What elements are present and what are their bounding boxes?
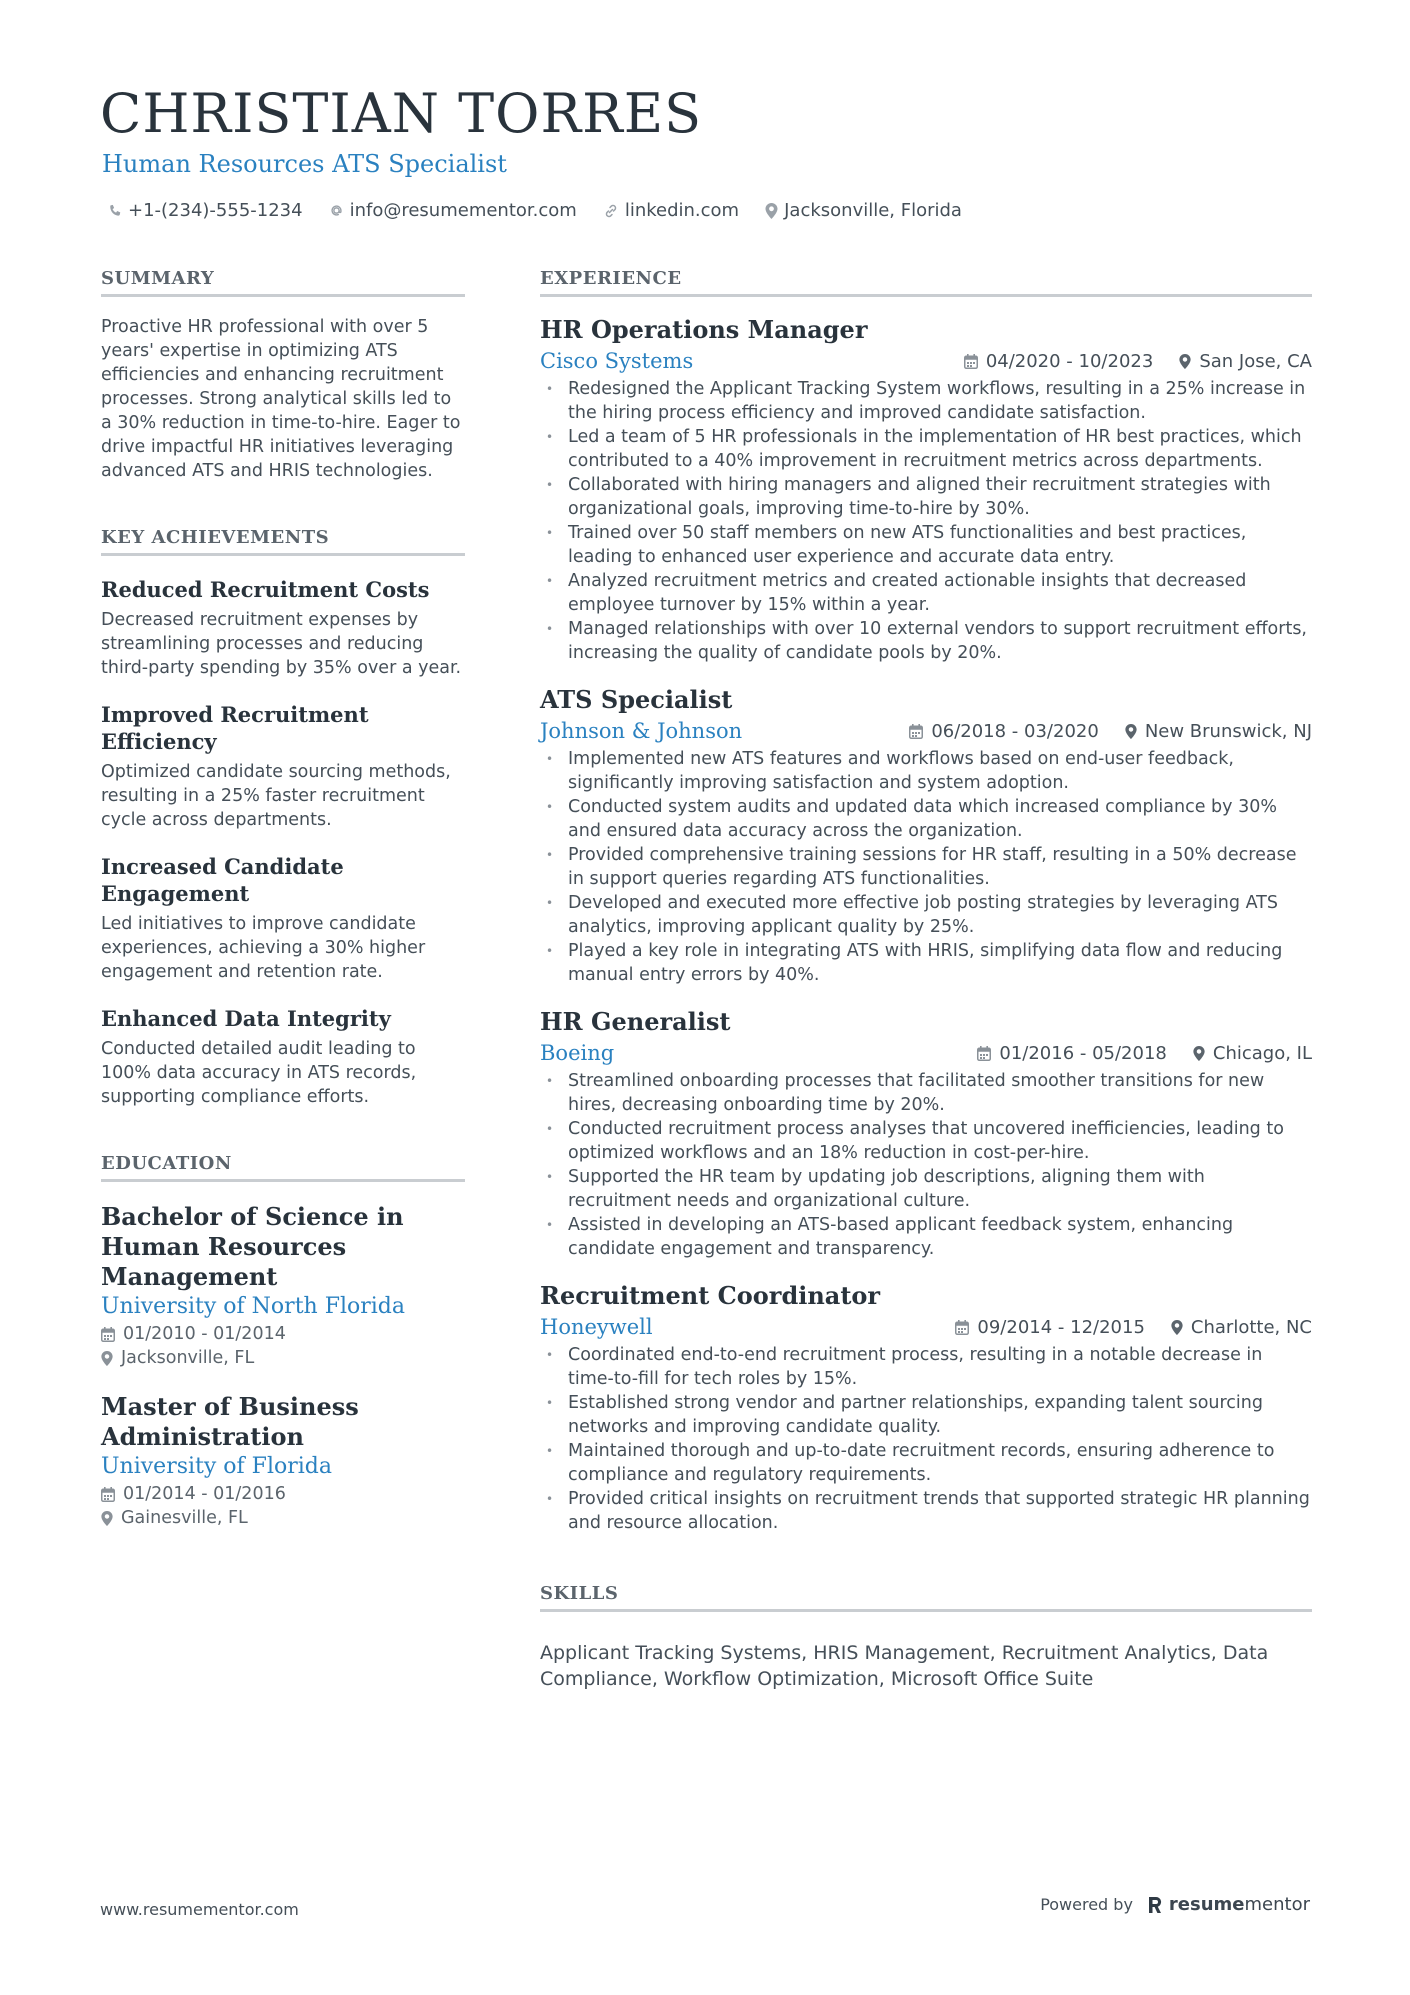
- job-entry: [540, 315, 1312, 665]
- brand-name-rest: mentor: [1244, 1894, 1310, 1915]
- achievement-item: [101, 853, 465, 984]
- job-entry-header: [540, 1041, 1312, 1065]
- achievement-text: Optimized candidate sourcing methods, resulting in a 25% faster recruitment cycle across departments.: [101, 762, 451, 830]
- job-dates: [964, 351, 1154, 372]
- job-entry-title: HR Generalist: [540, 1007, 731, 1036]
- job-dates: [909, 721, 1099, 742]
- contact-location: [765, 200, 962, 221]
- footer-brand: [1040, 1894, 1310, 1915]
- job-bullets: [540, 377, 1312, 665]
- job-bullet: • Implemented new ATS features and workflows based on end-user feedback, significantly improving satisfaction and system adoption.: [540, 747, 1312, 795]
- job-title: Human Resources ATS Specialist: [102, 150, 507, 178]
- job-bullet: • Trained over 50 staff members on new ATS functionalities and best practices, leading to enhanced user experience and accurate data entry.: [540, 521, 1312, 569]
- job-bullet: • Played a key role in integrating ATS with HRIS, simplifying data flow and reducing manual entry errors by 40%.: [540, 939, 1312, 987]
- job-company: Johnson & Johnson: [540, 719, 743, 743]
- job-meta: [977, 1043, 1312, 1064]
- job-bullet: • Provided comprehensive training sessions for HR staff, resulting in a 50% decrease in support queries regarding ATS functionalities.: [540, 843, 1312, 891]
- job-bullet: • Redesigned the Applicant Tracking System workflows, resulting in a 25% increase in the hiring process efficiency and improved candidate satisfaction.: [540, 377, 1312, 425]
- job-company: Cisco Systems: [540, 349, 694, 373]
- job-location: [1125, 721, 1312, 742]
- job-dates-text: 01/2016 - 05/2018: [999, 1042, 1167, 1064]
- contact-location-text: Jacksonville, Florida: [784, 200, 962, 221]
- job-meta: [909, 721, 1312, 742]
- job-dates-text: 09/2014 - 12/2015: [977, 1316, 1145, 1338]
- education-item: [101, 1392, 465, 1530]
- location-icon: [765, 203, 778, 219]
- summary-heading: SUMMARY: [101, 268, 465, 297]
- edu-dates-text: 01/2014 - 01/2016: [123, 1484, 286, 1504]
- job-bullet: • Collaborated with hiring managers and aligned their recruitment strategies with organizational goals, improving time-to-hire by 30%.: [540, 473, 1312, 521]
- job-entry-header: [540, 1315, 1312, 1339]
- job-entry: [540, 685, 1312, 987]
- achievement-item: [101, 701, 465, 832]
- edu-dates: [101, 1322, 465, 1346]
- job-entry-title: ATS Specialist: [540, 685, 733, 714]
- edu-degree: Bachelor of Science in Human Resources Management: [101, 1202, 404, 1291]
- edu-location: [101, 1506, 465, 1530]
- link-icon: [603, 203, 619, 219]
- achievement-text: Decreased recruitment expenses by streamlining processes and reducing third-party spending by 35% over a year.: [101, 610, 462, 678]
- summary-section: [101, 268, 465, 483]
- job-bullet: • Analyzed recruitment metrics and created actionable insights that decreased employee turnover by 15% within a year.: [540, 569, 1312, 617]
- contact-email[interactable]: [329, 200, 577, 221]
- calendar-icon: [977, 1046, 991, 1061]
- achievement-item: [101, 576, 465, 680]
- location-icon: [1179, 354, 1191, 369]
- skills-text: Applicant Tracking Systems, HRIS Management, Recruitment Analytics, Data Compliance, Workflow Optimization, Microsoft Office Suite: [540, 1642, 1269, 1690]
- location-icon: [101, 1351, 113, 1366]
- job-entry-title: HR Operations Manager: [540, 315, 868, 344]
- job-meta: [964, 351, 1312, 372]
- job-bullets: [540, 1343, 1312, 1535]
- contact-linkedin[interactable]: [603, 200, 739, 221]
- job-bullet: • Conducted system audits and updated data which increased compliance by 30% and ensured data accuracy across the organization.: [540, 795, 1312, 843]
- job-bullet: • Supported the HR team by updating job descriptions, aligning them with recruitment needs and organizational culture.: [540, 1165, 1312, 1213]
- job-bullet: • Maintained thorough and up-to-date recruitment records, ensuring adherence to compliance and regulatory requirements.: [540, 1439, 1312, 1487]
- achievement-title: Increased Candidate Engagement: [101, 854, 344, 906]
- candidate-name: CHRISTIAN TORRES: [100, 82, 703, 145]
- job-location: [1193, 1043, 1312, 1064]
- job-bullets: [540, 747, 1312, 987]
- edu-location: [101, 1346, 465, 1370]
- job-location-text: San Jose, CA: [1199, 350, 1312, 372]
- job-bullets: [540, 1069, 1312, 1261]
- contact-email-text[interactable]: info@resumementor.com: [349, 200, 577, 221]
- edu-degree: Master of Business Administration: [101, 1392, 359, 1451]
- job-bullet: • Developed and executed more effective job posting strategies by leveraging ATS analytics, improving applicant quality by 25%.: [540, 891, 1312, 939]
- brand-name-bold: resume: [1168, 1894, 1245, 1915]
- job-bullet: • Conducted recruitment process analyses that uncovered inefficiencies, leading to optimized workflows and an 18% reduction in cost-per-hire.: [540, 1117, 1312, 1165]
- job-bullet: • Provided critical insights on recruitment trends that supported strategic HR planning and resource allocation.: [540, 1487, 1312, 1535]
- contact-phone-text: +1-(234)-555-1234: [128, 200, 303, 221]
- job-meta: [955, 1317, 1312, 1338]
- achievement-title: Reduced Recruitment Costs: [101, 577, 430, 602]
- experience-section: [540, 268, 1312, 1535]
- right-column: [540, 268, 1312, 1692]
- location-icon: [1193, 1046, 1205, 1061]
- job-dates-text: 04/2020 - 10/2023: [985, 350, 1154, 372]
- edu-school: University of Florida: [101, 1454, 332, 1479]
- calendar-icon: [909, 724, 923, 739]
- education-section: [101, 1153, 465, 1530]
- contact-linkedin-text[interactable]: linkedin.com: [624, 200, 740, 221]
- summary-text: Proactive HR professional with over 5 years' expertise in optimizing ATS efficiencies and enhancing recruitment processes. Strong analytical skills led to a 30% reduction in time-to-hire. Eager to drive impactful HR initiatives leveraging advanced ATS and HRIS technologies.: [101, 317, 461, 481]
- job-company: Honeywell: [540, 1315, 653, 1339]
- calendar-icon: [964, 354, 978, 369]
- achievements-section: [101, 527, 465, 1109]
- edu-dates: [101, 1482, 465, 1506]
- job-company: Boeing: [540, 1041, 615, 1065]
- education-item: [101, 1202, 465, 1370]
- job-location-text: Charlotte, NC: [1190, 1316, 1312, 1338]
- experience-heading: EXPERIENCE: [540, 268, 1312, 297]
- job-bullet: • Streamlined onboarding processes that facilitated smoother transitions for new hires, decreasing onboarding time by 20%.: [540, 1069, 1312, 1117]
- phone-icon: [108, 204, 122, 218]
- location-icon: [1125, 724, 1137, 739]
- achievement-text: Led initiatives to improve candidate experiences, achieving a 30% higher engagement and retention rate.: [101, 914, 426, 982]
- job-dates-text: 06/2018 - 03/2020: [931, 720, 1099, 742]
- job-entry-header: [540, 349, 1312, 373]
- job-entry: [540, 1007, 1312, 1261]
- job-location-text: Chicago, IL: [1212, 1042, 1312, 1064]
- at-icon: [329, 203, 344, 218]
- job-entry: [540, 1281, 1312, 1535]
- job-location: [1179, 351, 1312, 372]
- achievements-heading: KEY ACHIEVEMENTS: [101, 527, 465, 556]
- job-location: [1171, 1317, 1312, 1338]
- powered-by-label: Powered by: [1040, 1895, 1133, 1914]
- edu-dates-text: 01/2010 - 01/2014: [123, 1324, 286, 1344]
- calendar-icon: [101, 1327, 115, 1342]
- edu-school: University of North Florida: [101, 1294, 405, 1319]
- brand-logo[interactable]: [1147, 1894, 1310, 1915]
- job-location-text: New Brunswick, NJ: [1144, 720, 1312, 742]
- contact-phone: [108, 200, 303, 221]
- calendar-icon: [101, 1487, 115, 1502]
- skills-heading: SKILLS: [540, 1583, 1312, 1612]
- location-icon: [1171, 1320, 1183, 1335]
- contact-bar: [108, 200, 962, 221]
- calendar-icon: [955, 1320, 969, 1335]
- job-bullet: • Established strong vendor and partner relationships, expanding talent sourcing networks and improving candidate quality.: [540, 1391, 1312, 1439]
- footer-url[interactable]: www.resumementor.com: [100, 1900, 299, 1919]
- job-entry-title: Recruitment Coordinator: [540, 1281, 881, 1310]
- job-dates: [955, 1317, 1145, 1338]
- job-bullet: • Managed relationships with over 10 external vendors to support recruitment efforts, increasing the quality of candidate pools by 20%.: [540, 617, 1312, 665]
- resumementor-logo-icon: [1147, 1895, 1163, 1915]
- edu-location-text: Jacksonville, FL: [121, 1348, 255, 1368]
- location-icon: [101, 1511, 113, 1526]
- achievement-text: Conducted detailed audit leading to 100% data accuracy in ATS records, supporting compliance efforts.: [101, 1039, 417, 1107]
- job-bullet: • Assisted in developing an ATS-based applicant feedback system, enhancing candidate engagement and transparency.: [540, 1213, 1312, 1261]
- job-dates: [977, 1043, 1167, 1064]
- education-heading: EDUCATION: [101, 1153, 465, 1182]
- skills-section: [540, 1583, 1312, 1692]
- achievement-title: Improved Recruitment Efficiency: [101, 702, 369, 754]
- left-column: [101, 268, 465, 1530]
- job-entry-header: [540, 719, 1312, 743]
- achievement-item: [101, 1005, 465, 1109]
- job-bullet: • Coordinated end-to-end recruitment process, resulting in a notable decrease in time-to-fill for tech roles by 15%.: [540, 1343, 1312, 1391]
- achievement-title: Enhanced Data Integrity: [101, 1006, 391, 1031]
- edu-location-text: Gainesville, FL: [121, 1508, 248, 1528]
- job-bullet: • Led a team of 5 HR professionals in the implementation of HR best practices, which contributed to a 40% improvement in recruitment metrics across departments.: [540, 425, 1312, 473]
